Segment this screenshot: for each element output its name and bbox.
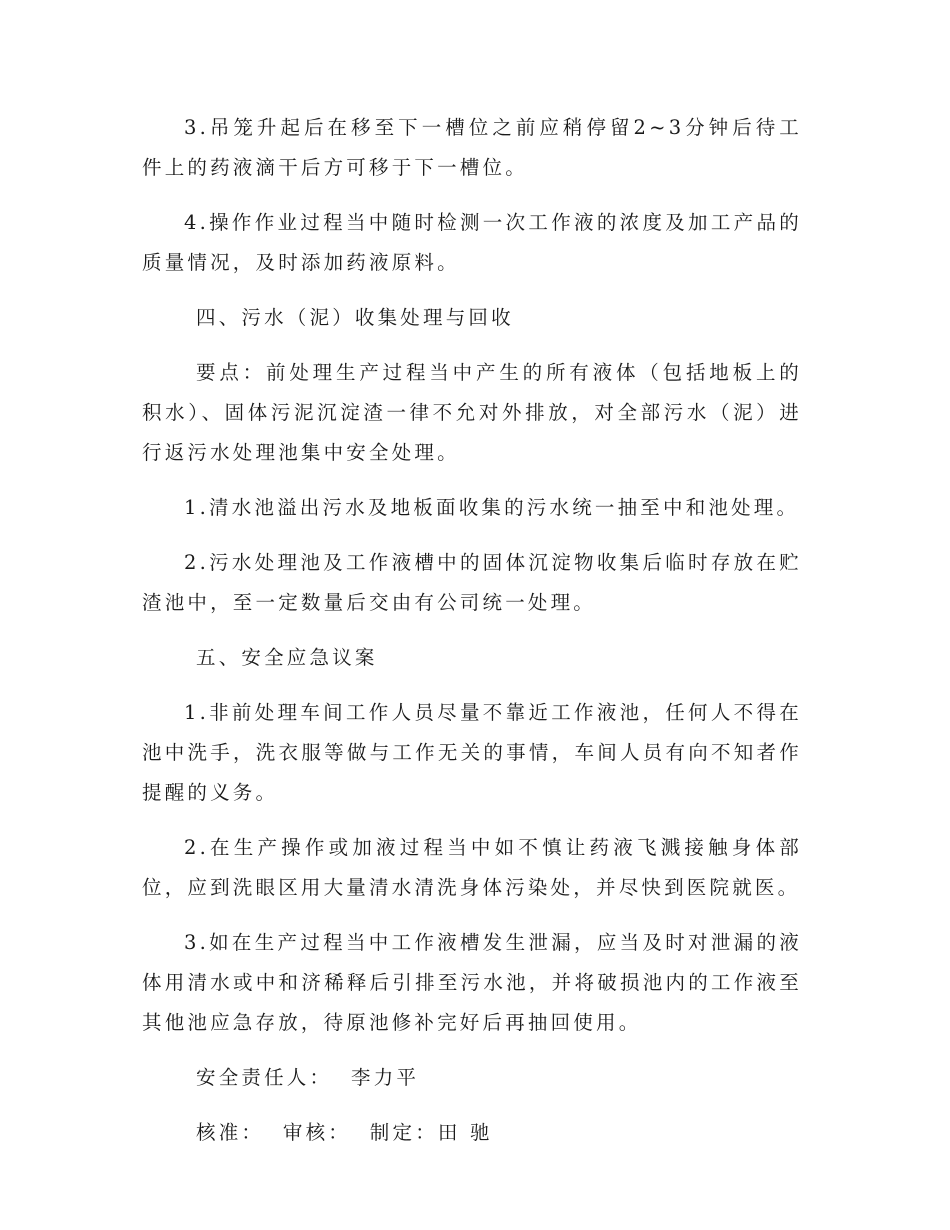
section-heading-emergency: 五、安全应急议案 (196, 646, 378, 669)
wastewater-item-1: 1.清水池溢出污水及地板面收集的污水统一抽至中和池处理。 (184, 496, 800, 519)
emergency-item-2: 2.在生产操作或加液过程当中如不慎让药液飞溅接触身体部位，应到洗眼区用大量清水清洗身体污染处，并尽快到医院就医。 (142, 836, 802, 899)
section-heading-wastewater: 四、污水（泥）收集处理与回收 (196, 306, 514, 329)
document-body (142, 108, 802, 1168)
emergency-item-3: 3.如在生产过程当中工作液槽发生泄漏，应当及时对泄漏的液体用清水或中和济稀释后引排至污水池，并将破损池内的工作液至其他池应急存放，待原池修补完好后再抽回使用。 (142, 931, 802, 1034)
emergency-item-1: 1.非前处理车间工作人员尽量不靠近工作液池，任何人不得在池中洗手，洗衣服等做与工作无关的事情，车间人员有向不知者作提醒的义务。 (142, 701, 802, 804)
paragraph-step-3: 3.吊笼升起后在移至下一槽位之前应稍停留2~3分钟后待工件上的药液滴干后方可移于下一槽位。 (142, 116, 802, 179)
safety-responsible-line: 安全责任人： 李力平 (196, 1066, 420, 1089)
approval-line: 核准： 审核： 制定：田 驰 (196, 1121, 493, 1144)
paragraph-step-4: 4.操作作业过程当中随时检测一次工作液的浓度及加工产品的质量情况，及时添加药液原料。 (142, 211, 802, 274)
wastewater-item-2: 2.污水处理池及工作液槽中的固体沉淀物收集后临时存放在贮渣池中，至一定数量后交由有公司统一处理。 (142, 551, 802, 614)
paragraph-key-point: 要点：前处理生产过程当中产生的所有液体（包括地板上的积水）、固体污泥沉淀渣一律不允对外排放，对全部污水（泥）进行返污水处理池集中安全处理。 (142, 361, 802, 464)
